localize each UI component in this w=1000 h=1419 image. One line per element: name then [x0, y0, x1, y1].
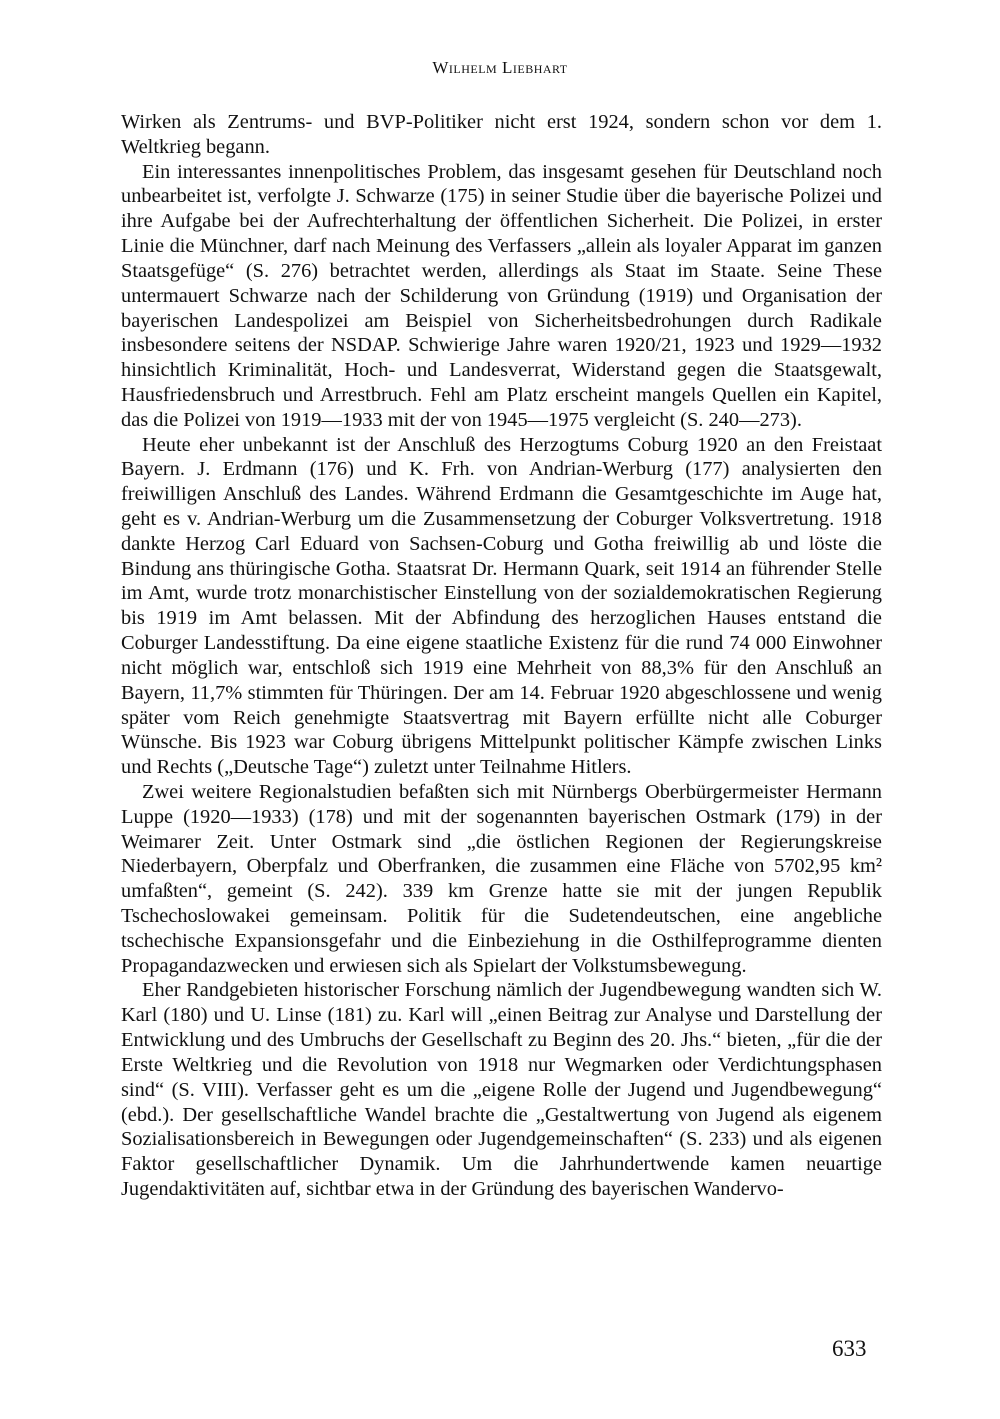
- paragraph: Eher Randgebieten historischer Forschung nämlich der Jugendbewegung wandten sich W. Karl (180) und U. Linse (181) zu. Karl will „einen Beitrag zur Analyse und Darstellung der Entwicklung und des Umbruchs der Gesellschaft zu Beginn des 20. Jhs.“ bieten, „für die der Erste Weltkrieg und die Revolution von 1918 nur Wegmarken oder Verdichtungsphasen sind“ (S. VIII). Verfasser geht es um die „eigene Rolle der Jugend und Jugendbewegung“ (ebd.). Der gesellschaftliche Wandel brachte die „Gestaltwertung von Jugend als eigenem Sozialisationsbereich in Bewegungen oder Jugendgemeinschaften“ (S. 233) und als eigenen Faktor gesellschaftlicher Dynamik. Um die Jahrhundertwende kamen neuartige Jugendaktivitäten auf, sichtbar etwa in der Gründung des bayerischen Wandervo-: [121, 979, 882, 1200]
- page-number: 633: [832, 1336, 867, 1361]
- paragraph: Ein interessantes innenpolitisches Problem, das insgesamt gesehen für Deutschland noch unbearbeitet ist, verfolgte J. Schwarze (175) in seiner Studie über die bayerische Polizei und ihre Aufgabe bei der Aufrechterhaltung der öffentlichen Sicherheit. Die Polizei, in erster Linie die Münchner, darf nach Meinung des Verfassers „allein als loyaler Apparat im ganzen Staatsgefüge“ (S. 276) betrachtet werden, allerdings als Staat im Staate. Seine These untermauert Schwarze nach der Schilderung von Gründung (1919) und Organisation der bayerischen Landespolizei am Beispiel von Sicherheitsbedrohungen durch Radikale insbesondere seitens der NSDAP. Schwierige Jahre waren 1920/21, 1923 und 1929—1932 hinsichtlich Kriminalität, Hoch- und Landesverrat, Widerstand gegen die Staatsgewalt, Hausfriedensbruch und Arrestbruch. Fehl am Platz erscheint mangels Quellen ein Kapitel, das die Polizei von 1919—1933 mit der von 1945—1975 vergleicht (S. 240—273).: [121, 160, 882, 431]
- paragraph: Heute eher unbekannt ist der Anschluß des Herzogtums Coburg 1920 an den Freistaat Bayern. J. Erdmann (176) und K. Frh. von Andrian-Werburg (177) analysierten den freiwilligen Anschluß des Landes. Während Erdmann die Gesamtgeschichte im Auge hat, geht es v. Andrian-Werburg um die Zusammensetzung der Coburger Volksvertretung. 1918 dankte Herzog Carl Eduard von Sachsen-Coburg und Gotha freiwillig ab und löste die Bindung ans thüringische Gotha. Staatsrat Dr. Hermann Quark, seit 1914 an führender Stelle im Amt, wurde trotz monarchistischer Einstellung von der sozialdemokratischen Regierung bis 1919 im Amt belassen. Mit der Abfindung des herzoglichen Hauses entstand die Coburger Landesstiftung. Da eine eigene staatliche Existenz für die rund 74 000 Einwohner nicht möglich war, entschloß sich 1919 eine Mehrheit von 88,3% für den Anschluß an Bayern, 11,7% stimmten für Thüringen. Der am 14. Februar 1920 abgeschlossene und wenig später vom Reich genehmigte Staatsvertrag mit Bayern erfüllte nicht alle Coburger Wünsche. Bis 1923 war Coburg übrigens Mittelpunkt politischer Kämpfe zwischen Links und Rechts („Deutsche Tage“) zuletzt unter Teilnahme Hitlers.: [121, 433, 882, 779]
- running-head: Wilhelm Liebhart: [432, 58, 568, 77]
- paragraph: Wirken als Zentrums- und BVP-Politiker nicht erst 1924, sondern schon vor dem 1. Weltkrieg begann.: [121, 111, 882, 158]
- paragraph: Zwei weitere Regionalstudien befaßten sich mit Nürnbergs Oberbürgermeister Hermann Luppe (1920—1933) (178) und mit der sogenannten bayerischen Ostmark (179) in der Weimarer Zeit. Unter Ostmark sind „die östlichen Regionen der Regierungskreise Niederbayern, Oberpfalz und Oberfranken, die zusammen eine Fläche von 5702,95 km² umfaßten“, gemeint (S. 242). 339 km Grenze hatte sie mit der jungen Republik Tschechoslowakei gemeinsam. Politik für die Sudetendeutschen, eine angebliche tschechische Expansionsgefahr und die Einbeziehung in die Osthilfeprogramme dienten Propagandazwecken und erwiesen sich als Spielart der Volkstumsbewegung.: [121, 780, 882, 977]
- body-text: [121, 110, 882, 1202]
